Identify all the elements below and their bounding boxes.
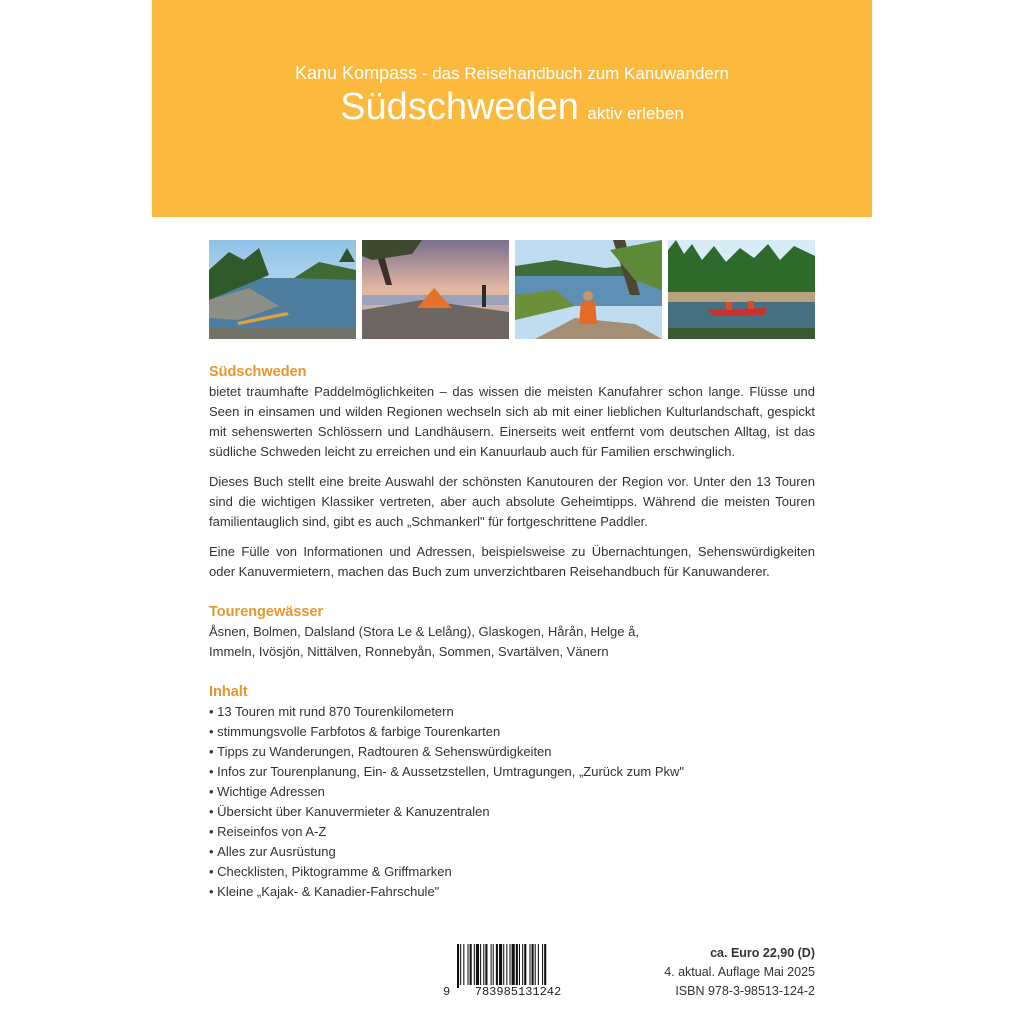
barcode-bar xyxy=(519,944,520,988)
list-item: • Tipps zu Wanderungen, Radtouren & Sehenswürdigkeiten xyxy=(209,742,815,762)
barcode-bar xyxy=(524,944,526,988)
barcode-bar xyxy=(522,944,523,988)
waters-list: Åsnen, Bolmen, Dalsland (Stora Le & Lelång), Glaskogen, Hårån, Helge å, Immeln, Ivösjön, Nittälven, Ronnebyån, Sommen, Svartälven, Vänern xyxy=(209,624,639,659)
photo-river-canoe xyxy=(668,240,815,339)
isbn-barcode xyxy=(443,944,577,999)
barcode-bar xyxy=(474,944,475,988)
barcode-bar xyxy=(510,944,511,988)
intro-paragraph-3: Eine Fülle von Informationen und Adressen, beispielsweise zu Übernachtungen, Sehenswürdigkeiten oder Kanuvermietern, machen das Buch zum unverzichtbaren Reisehandbuch für Kanuwanderer. xyxy=(209,544,815,579)
barcode-bar xyxy=(499,944,502,988)
barcode-bar xyxy=(496,944,498,988)
barcode-bar xyxy=(480,944,481,988)
list-item: • Wichtige Adressen xyxy=(209,782,815,802)
contents-heading: Inhalt xyxy=(209,684,248,700)
list-item: • 13 Touren mit rund 870 Tourenkilometern xyxy=(209,702,815,722)
barcode-bar xyxy=(463,944,464,988)
barcode-bar xyxy=(503,944,504,988)
header-title-line xyxy=(152,86,872,129)
edition-label: 4. aktual. Auflage Mai 2025 xyxy=(664,965,815,979)
list-item: • Kleine „Kajak- & Kanadier-Fahrschule" xyxy=(209,882,815,902)
price-info xyxy=(664,944,815,1001)
barcode-bar xyxy=(535,944,536,988)
barcode-digits: 783985131242 xyxy=(459,985,577,999)
barcode-bar xyxy=(542,944,543,988)
photo-lake-kayak xyxy=(209,240,356,339)
photo-strip xyxy=(209,240,815,340)
cover-header xyxy=(152,0,872,217)
photo-tent-sunset xyxy=(362,240,509,339)
barcode-bar xyxy=(529,944,530,988)
barcode-bar xyxy=(538,944,539,988)
intro-paragraph-2: Dieses Buch stellt eine breite Auswahl der schönsten Kanutouren der Region vor. Unter den 13 Touren sind die wichtigen Klassiker vertreten, aber auch absolute Geheimtipps. Während die meisten Touren familientauglich sind, gibt es auch „Schmankerl" für fortgeschrittene Paddler. xyxy=(209,474,815,529)
barcode-bars xyxy=(455,944,577,988)
contents-list xyxy=(209,702,815,902)
list-item: • stimmungsvolle Farbfotos & farbige Tourenkarten xyxy=(209,722,815,742)
series-subtitle: - das Reisehandbuch zum Kanuwandern xyxy=(421,64,729,83)
list-item: • Infos zur Tourenplanung, Ein- & Aussetzstellen, Umtragungen, „Zurück zum Pkw" xyxy=(209,762,815,782)
book-title-suffix: aktiv erleben xyxy=(587,104,684,123)
back-cover-text xyxy=(209,362,815,902)
barcode-bar xyxy=(506,944,507,988)
list-item: • Übersicht über Kanuvermieter & Kanuzentralen xyxy=(209,802,815,822)
barcode-bar xyxy=(457,944,459,988)
list-item: • Checklisten, Piktogramme & Griffmarken xyxy=(209,862,815,882)
barcode-bar xyxy=(493,944,494,988)
barcode-first-digit: 9 xyxy=(443,985,451,999)
barcode-bar xyxy=(485,944,487,988)
series-name: Kanu Kompass xyxy=(295,63,418,83)
list-item: • Alles zur Ausrüstung xyxy=(209,842,815,862)
barcode-bar xyxy=(544,944,546,988)
barcode-bar xyxy=(491,944,492,988)
book-title: Südschweden xyxy=(340,86,579,128)
barcode-bar xyxy=(460,944,461,988)
barcode-bar xyxy=(516,944,518,988)
barcode-bar xyxy=(470,944,472,988)
barcode-bar xyxy=(483,944,484,988)
header-series-line xyxy=(152,63,872,84)
intro-heading: Südschweden xyxy=(209,364,307,380)
waters-heading: Tourengewässer xyxy=(209,604,324,620)
intro-paragraph-1: bietet traumhafte Paddelmöglichkeiten – das wissen die meisten Kanufahrer schon lange. Flüsse und Seen in einsamen und wilden Regionen wechseln sich ab mit einer lieblichen Kulturlandschaft, gespickt mit sehenswerten Schlössern und Landhäusern. Einerseits weit entfernt vom deutschen Alltag, ist das südliche Schweden leicht zu erreichen und ein Kanuurlaub auch für Familien erschwinglich. xyxy=(209,384,815,459)
photo-paddler-rock xyxy=(515,240,662,339)
barcode-bar xyxy=(468,944,469,988)
barcode-bar xyxy=(512,944,515,988)
barcode-bar xyxy=(532,944,534,988)
barcode-bar xyxy=(476,944,479,988)
price-label: ca. Euro 22,90 (D) xyxy=(710,946,815,960)
isbn-label: ISBN 978-3-98513-124-2 xyxy=(675,984,815,998)
list-item: • Reiseinfos von A-Z xyxy=(209,822,815,842)
